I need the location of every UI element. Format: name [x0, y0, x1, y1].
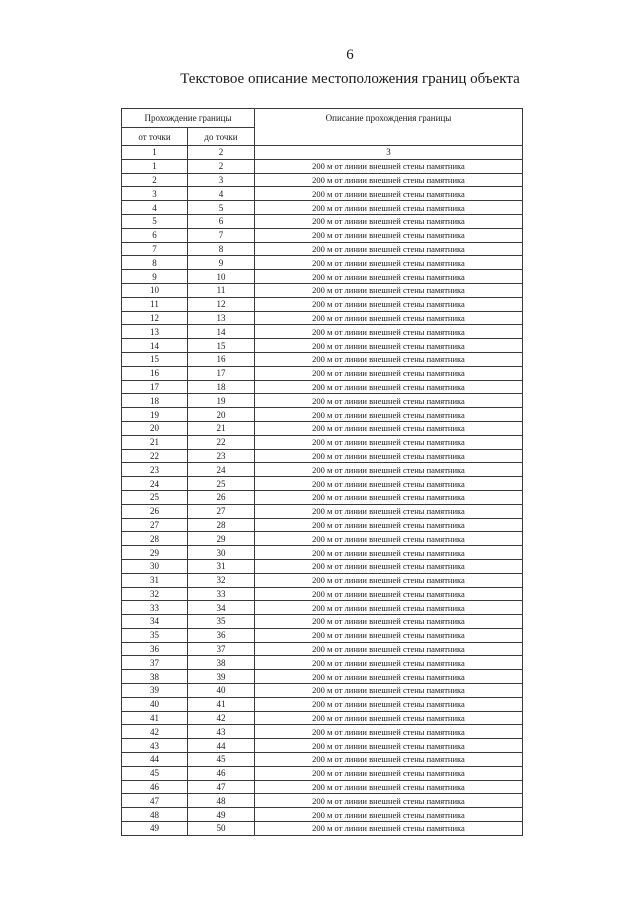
description-cell: 200 м от линии внешней стены памятника	[255, 477, 523, 491]
to-point-cell: 7	[188, 228, 255, 242]
page-title: Текстовое описание местоположения границ объекта	[180, 71, 520, 87]
description-cell: 200 м от линии внешней стены памятника	[255, 173, 523, 187]
description-cell: 200 м от линии внешней стены памятника	[255, 601, 523, 615]
table-row	[122, 380, 523, 394]
description-cell: 200 м от линии внешней стены памятника	[255, 697, 523, 711]
description-cell: 200 м от линии внешней стены памятника	[255, 766, 523, 780]
from-point-cell: 31	[122, 573, 188, 587]
table-row	[122, 532, 523, 546]
from-point-cell: 18	[122, 394, 188, 408]
from-point-cell: 17	[122, 380, 188, 394]
description-cell: 200 м от линии внешней стены памятника	[255, 339, 523, 353]
description-cell: 200 м от линии внешней стены памятника	[255, 656, 523, 670]
to-point-cell: 17	[188, 366, 255, 380]
table-row	[122, 684, 523, 698]
from-point-cell: 10	[122, 283, 188, 297]
from-point-cell: 32	[122, 587, 188, 601]
description-cell: 200 м от линии внешней стены памятника	[255, 325, 523, 339]
table-row	[122, 656, 523, 670]
description-cell: 200 м от линии внешней стены памятника	[255, 794, 523, 808]
from-point-cell: 25	[122, 490, 188, 504]
to-point-cell: 9	[188, 256, 255, 270]
to-point-cell: 34	[188, 601, 255, 615]
table-row	[122, 228, 523, 242]
table-row	[122, 352, 523, 366]
from-point-cell: 11	[122, 297, 188, 311]
table-row	[122, 477, 523, 491]
from-point-cell: 41	[122, 711, 188, 725]
to-point-cell: 27	[188, 504, 255, 518]
to-point-cell: 18	[188, 380, 255, 394]
column-index-2: 2	[188, 146, 255, 160]
to-point-cell: 12	[188, 297, 255, 311]
from-point-cell: 49	[122, 822, 188, 836]
to-point-cell: 37	[188, 642, 255, 656]
description-cell: 200 м от линии внешней стены памятника	[255, 408, 523, 422]
description-cell: 200 м от линии внешней стены памятника	[255, 394, 523, 408]
to-point-cell: 28	[188, 518, 255, 532]
to-point-cell: 13	[188, 311, 255, 325]
table-row	[122, 187, 523, 201]
table-row	[122, 615, 523, 629]
from-point-cell: 33	[122, 601, 188, 615]
table-row	[122, 753, 523, 767]
to-point-cell: 30	[188, 546, 255, 560]
to-point-cell: 29	[188, 532, 255, 546]
description-cell: 200 м от линии внешней стены памятника	[255, 187, 523, 201]
header-from: от точки	[122, 128, 188, 146]
table-body	[122, 159, 523, 835]
table-row	[122, 587, 523, 601]
description-cell: 200 м от линии внешней стены памятника	[255, 822, 523, 836]
to-point-cell: 26	[188, 490, 255, 504]
to-point-cell: 22	[188, 435, 255, 449]
table-row	[122, 504, 523, 518]
to-point-cell: 8	[188, 242, 255, 256]
description-cell: 200 м от линии внешней стены памятника	[255, 366, 523, 380]
description-cell: 200 м от линии внешней стены памятника	[255, 297, 523, 311]
from-point-cell: 23	[122, 463, 188, 477]
to-point-cell: 48	[188, 794, 255, 808]
to-point-cell: 36	[188, 628, 255, 642]
description-cell: 200 м от линии внешней стены памятника	[255, 711, 523, 725]
to-point-cell: 39	[188, 670, 255, 684]
description-cell: 200 м от линии внешней стены памятника	[255, 780, 523, 794]
from-point-cell: 19	[122, 408, 188, 422]
to-point-cell: 2	[188, 159, 255, 173]
from-point-cell: 40	[122, 697, 188, 711]
table-row	[122, 339, 523, 353]
from-point-cell: 1	[122, 159, 188, 173]
description-cell: 200 м от линии внешней стены памятника	[255, 753, 523, 767]
from-point-cell: 5	[122, 214, 188, 228]
from-point-cell: 48	[122, 808, 188, 822]
description-cell: 200 м от линии внешней стены памятника	[255, 725, 523, 739]
table-row	[122, 159, 523, 173]
column-index-1: 1	[122, 146, 188, 160]
table-row	[122, 739, 523, 753]
from-point-cell: 20	[122, 421, 188, 435]
to-point-cell: 21	[188, 421, 255, 435]
table-row	[122, 201, 523, 215]
from-point-cell: 22	[122, 449, 188, 463]
to-point-cell: 33	[188, 587, 255, 601]
description-cell: 200 м от линии внешней стены памятника	[255, 642, 523, 656]
description-cell: 200 м от линии внешней стены памятника	[255, 214, 523, 228]
table-row	[122, 173, 523, 187]
description-cell: 200 м от линии внешней стены памятника	[255, 449, 523, 463]
from-point-cell: 44	[122, 753, 188, 767]
from-point-cell: 16	[122, 366, 188, 380]
description-cell: 200 м от линии внешней стены памятника	[255, 546, 523, 560]
from-point-cell: 39	[122, 684, 188, 698]
to-point-cell: 49	[188, 808, 255, 822]
description-cell: 200 м от линии внешней стены памятника	[255, 435, 523, 449]
table-row	[122, 559, 523, 573]
from-point-cell: 28	[122, 532, 188, 546]
description-cell: 200 м от линии внешней стены памятника	[255, 421, 523, 435]
to-point-cell: 47	[188, 780, 255, 794]
table-row	[122, 518, 523, 532]
table-row	[122, 766, 523, 780]
description-cell: 200 м от линии внешней стены памятника	[255, 270, 523, 284]
description-cell: 200 м от линии внешней стены памятника	[255, 808, 523, 822]
header-to: до точки	[188, 128, 255, 146]
description-cell: 200 м от линии внешней стены памятника	[255, 559, 523, 573]
from-point-cell: 38	[122, 670, 188, 684]
description-cell: 200 м от линии внешней стены памятника	[255, 532, 523, 546]
description-cell: 200 м от линии внешней стены памятника	[255, 628, 523, 642]
table-row	[122, 311, 523, 325]
from-point-cell: 29	[122, 546, 188, 560]
from-point-cell: 9	[122, 270, 188, 284]
table-row	[122, 670, 523, 684]
from-point-cell: 12	[122, 311, 188, 325]
table-row	[122, 283, 523, 297]
table-row	[122, 449, 523, 463]
column-index-row	[122, 146, 523, 160]
to-point-cell: 5	[188, 201, 255, 215]
from-point-cell: 6	[122, 228, 188, 242]
to-point-cell: 19	[188, 394, 255, 408]
table-row	[122, 297, 523, 311]
table-row	[122, 628, 523, 642]
from-point-cell: 42	[122, 725, 188, 739]
table-row	[122, 256, 523, 270]
table-row	[122, 270, 523, 284]
from-point-cell: 14	[122, 339, 188, 353]
table-row	[122, 435, 523, 449]
description-cell: 200 м от линии внешней стены памятника	[255, 242, 523, 256]
table-row	[122, 780, 523, 794]
to-point-cell: 3	[188, 173, 255, 187]
from-point-cell: 47	[122, 794, 188, 808]
description-cell: 200 м от линии внешней стены памятника	[255, 380, 523, 394]
to-point-cell: 31	[188, 559, 255, 573]
from-point-cell: 4	[122, 201, 188, 215]
to-point-cell: 43	[188, 725, 255, 739]
table-row	[122, 325, 523, 339]
description-cell: 200 м от линии внешней стены памятника	[255, 159, 523, 173]
to-point-cell: 16	[188, 352, 255, 366]
from-point-cell: 46	[122, 780, 188, 794]
header-row	[122, 109, 523, 128]
to-point-cell: 15	[188, 339, 255, 353]
from-point-cell: 35	[122, 628, 188, 642]
table-row	[122, 408, 523, 422]
to-point-cell: 46	[188, 766, 255, 780]
header-description: Описание прохождения границы	[255, 109, 523, 146]
to-point-cell: 44	[188, 739, 255, 753]
to-point-cell: 4	[188, 187, 255, 201]
to-point-cell: 42	[188, 711, 255, 725]
to-point-cell: 10	[188, 270, 255, 284]
from-point-cell: 13	[122, 325, 188, 339]
from-point-cell: 26	[122, 504, 188, 518]
from-point-cell: 3	[122, 187, 188, 201]
column-index-3: 3	[255, 146, 523, 160]
from-point-cell: 37	[122, 656, 188, 670]
page-number: 6	[346, 47, 354, 63]
description-cell: 200 м от линии внешней стены памятника	[255, 670, 523, 684]
to-point-cell: 23	[188, 449, 255, 463]
table-row	[122, 697, 523, 711]
to-point-cell: 14	[188, 325, 255, 339]
description-cell: 200 м от линии внешней стены памятника	[255, 615, 523, 629]
table-row	[122, 463, 523, 477]
description-cell: 200 м от линии внешней стены памятника	[255, 201, 523, 215]
table-row	[122, 421, 523, 435]
description-cell: 200 м от линии внешней стены памятника	[255, 463, 523, 477]
to-point-cell: 32	[188, 573, 255, 587]
table-row	[122, 214, 523, 228]
description-cell: 200 м от линии внешней стены памятника	[255, 504, 523, 518]
description-cell: 200 м от линии внешней стены памятника	[255, 587, 523, 601]
table-row	[122, 601, 523, 615]
description-cell: 200 м от линии внешней стены памятника	[255, 256, 523, 270]
to-point-cell: 11	[188, 283, 255, 297]
table-row	[122, 711, 523, 725]
table-row	[122, 794, 523, 808]
from-point-cell: 36	[122, 642, 188, 656]
table-row	[122, 490, 523, 504]
from-point-cell: 45	[122, 766, 188, 780]
to-point-cell: 6	[188, 214, 255, 228]
table-row	[122, 725, 523, 739]
table-row	[122, 573, 523, 587]
to-point-cell: 45	[188, 753, 255, 767]
table-row	[122, 242, 523, 256]
to-point-cell: 20	[188, 408, 255, 422]
description-cell: 200 м от линии внешней стены памятника	[255, 684, 523, 698]
from-point-cell: 27	[122, 518, 188, 532]
description-cell: 200 м от линии внешней стены памятника	[255, 311, 523, 325]
description-cell: 200 м от линии внешней стены памятника	[255, 228, 523, 242]
to-point-cell: 50	[188, 822, 255, 836]
from-point-cell: 8	[122, 256, 188, 270]
to-point-cell: 25	[188, 477, 255, 491]
table-row	[122, 808, 523, 822]
table-row	[122, 394, 523, 408]
from-point-cell: 21	[122, 435, 188, 449]
to-point-cell: 41	[188, 697, 255, 711]
description-cell: 200 м от линии внешней стены памятника	[255, 352, 523, 366]
from-point-cell: 15	[122, 352, 188, 366]
from-point-cell: 7	[122, 242, 188, 256]
from-point-cell: 2	[122, 173, 188, 187]
from-point-cell: 43	[122, 739, 188, 753]
table-row	[122, 546, 523, 560]
description-cell: 200 м от линии внешней стены памятника	[255, 518, 523, 532]
to-point-cell: 24	[188, 463, 255, 477]
description-cell: 200 м от линии внешней стены памятника	[255, 283, 523, 297]
from-point-cell: 24	[122, 477, 188, 491]
description-cell: 200 м от линии внешней стены памятника	[255, 490, 523, 504]
to-point-cell: 40	[188, 684, 255, 698]
table-row	[122, 822, 523, 836]
from-point-cell: 30	[122, 559, 188, 573]
table-row	[122, 366, 523, 380]
from-point-cell: 34	[122, 615, 188, 629]
header-passage: Прохождение границы	[122, 109, 255, 128]
to-point-cell: 35	[188, 615, 255, 629]
description-cell: 200 м от линии внешней стены памятника	[255, 739, 523, 753]
table-row	[122, 642, 523, 656]
description-cell: 200 м от линии внешней стены памятника	[255, 573, 523, 587]
to-point-cell: 38	[188, 656, 255, 670]
boundary-table	[121, 108, 523, 836]
